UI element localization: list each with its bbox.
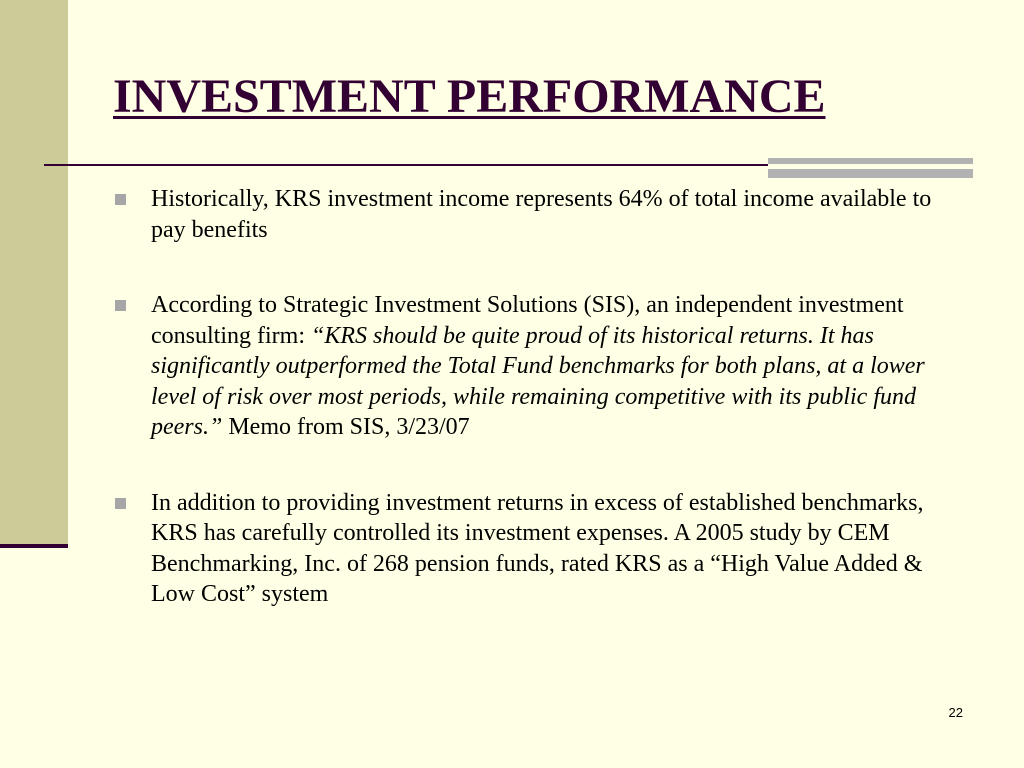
square-bullet-icon [115, 300, 126, 311]
bullet-text: Historically, KRS investment income represents 64% of total income available to pay benefits [151, 186, 932, 243]
square-bullet-icon [115, 498, 126, 509]
bullet-item-3 [113, 488, 961, 610]
bullet-item-2 [113, 290, 961, 443]
bullet-lead-text: According to Strategic Investment Solutions (SIS), an independent investment consulting firm: [151, 292, 904, 349]
left-accent-band [0, 0, 68, 546]
bullet-quote: “KRS should be quite proud of its historical returns. It has significantly outperformed the Total Fund benchmarks for both plans, at a lower level of risk over most periods, while remaining competitive with its public fund peers.” [151, 322, 925, 440]
title-divider [44, 164, 768, 166]
decor-bar-bottom [768, 169, 973, 178]
decor-bar-top [768, 158, 973, 164]
bullet-item-1 [113, 184, 961, 245]
left-band-rule [0, 544, 68, 548]
square-bullet-icon [115, 194, 126, 205]
bullet-text: In addition to providing investment returns in excess of established benchmarks, KRS has carefully controlled its investment expenses. A 2005 study by CEM Benchmarking, Inc. of 268 pension funds, rated KRS as a “High Value Added & Low Cost” system [151, 489, 924, 607]
slide-title: INVESTMENT PERFORMANCE [113, 70, 826, 123]
page-number: 22 [948, 705, 963, 720]
bullet-source: Memo from SIS, 3/23/07 [222, 414, 470, 440]
bullet-list [113, 184, 961, 610]
